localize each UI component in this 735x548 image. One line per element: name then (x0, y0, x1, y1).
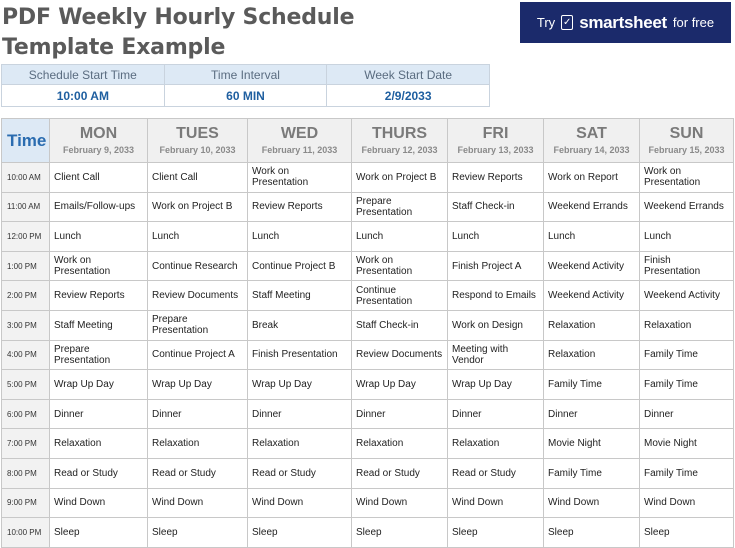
table-row (2, 399, 734, 429)
schedule-cell[interactable]: Dinner (148, 399, 248, 429)
schedule-cell[interactable]: Review Documents (148, 281, 248, 311)
schedule-cell[interactable]: Meeting with Vendor (448, 340, 544, 370)
time-slot-label: 12:00 PM (2, 222, 50, 252)
schedule-cell[interactable]: Family Time (640, 340, 734, 370)
schedule-cell[interactable]: Dinner (448, 399, 544, 429)
time-slot-label: 9:00 PM (2, 488, 50, 518)
schedule-cell[interactable]: Work on Presentation (352, 251, 448, 281)
schedule-cell[interactable]: Relaxation (148, 429, 248, 459)
time-column-header: Time (2, 119, 50, 163)
schedule-cell[interactable]: Client Call (148, 163, 248, 193)
day-date: February 11, 2033 (261, 145, 338, 155)
schedule-cell[interactable]: Relaxation (248, 429, 352, 459)
table-row (2, 370, 734, 400)
schedule-cell[interactable]: Continue Project B (248, 251, 352, 281)
schedule-cell[interactable]: Sleep (640, 518, 734, 548)
schedule-cell[interactable]: Continue Project A (148, 340, 248, 370)
schedule-cell[interactable]: Wrap Up Day (448, 370, 544, 400)
schedule-cell[interactable]: Work on Presentation (248, 163, 352, 193)
schedule-cell[interactable]: Weekend Activity (544, 251, 640, 281)
schedule-cell[interactable]: Finish Project A (448, 251, 544, 281)
day-name: WED (280, 125, 319, 142)
table-row (2, 192, 734, 222)
smartsheet-logo-icon: ✓ (561, 15, 573, 30)
schedule-cell[interactable]: Movie Night (544, 429, 640, 459)
schedule-cell[interactable]: Weekend Errands (544, 192, 640, 222)
schedule-cell[interactable]: Lunch (148, 222, 248, 252)
day-name: FRI (482, 125, 509, 142)
schedule-cell[interactable]: Lunch (248, 222, 352, 252)
schedule-cell[interactable]: Work on Project B (148, 192, 248, 222)
schedule-cell[interactable]: Dinner (640, 399, 734, 429)
schedule-cell[interactable]: Sleep (448, 518, 544, 548)
schedule-cell[interactable]: Dinner (544, 399, 640, 429)
schedule-cell[interactable]: Wind Down (352, 488, 448, 518)
day-header-thurs (352, 119, 448, 163)
schedule-cell[interactable]: Review Documents (352, 340, 448, 370)
schedule-cell[interactable]: Weekend Activity (640, 281, 734, 311)
table-row (2, 251, 734, 281)
schedule-cell[interactable]: Sleep (148, 518, 248, 548)
promo-suffix-text: for free (672, 15, 715, 30)
schedule-cell[interactable]: Relaxation (352, 429, 448, 459)
schedule-cell[interactable]: Family Time (640, 370, 734, 400)
schedule-cell[interactable]: Sleep (352, 518, 448, 548)
page-title-line-1: PDF Weekly Hourly Schedule (2, 5, 355, 30)
table-row (2, 281, 734, 311)
schedule-cell[interactable]: Staff Meeting (248, 281, 352, 311)
schedule-cell[interactable]: Prepare Presentation (50, 340, 148, 370)
day-name: MON (79, 125, 118, 142)
schedule-cell[interactable]: Staff Check-in (352, 310, 448, 340)
day-name: TUES (176, 125, 219, 142)
schedule-cell[interactable]: Sleep (248, 518, 352, 548)
table-row (2, 488, 734, 518)
schedule-cell[interactable]: Weekend Activity (544, 281, 640, 311)
schedule-cell[interactable]: Review Reports (248, 192, 352, 222)
schedule-cell[interactable]: Wind Down (50, 488, 148, 518)
schedule-cell[interactable]: Sleep (544, 518, 640, 548)
week-start-header: Week Start Date (327, 65, 490, 85)
schedule-cell[interactable]: Continue Research (148, 251, 248, 281)
day-header-tues (148, 119, 248, 163)
weekly-schedule-table (1, 118, 734, 548)
schedule-cell[interactable]: Emails/Follow-ups (50, 192, 148, 222)
day-header-sun (640, 119, 734, 163)
schedule-cell[interactable]: Continue Presentation (352, 281, 448, 311)
schedule-cell[interactable]: Lunch (544, 222, 640, 252)
start-time-value[interactable]: 10:00 AM (2, 85, 165, 107)
schedule-cell[interactable]: Finish Presentation (640, 251, 734, 281)
table-row (2, 340, 734, 370)
schedule-cell[interactable]: Staff Meeting (50, 310, 148, 340)
table-row (2, 458, 734, 488)
schedule-cell[interactable]: Wrap Up Day (352, 370, 448, 400)
schedule-cell[interactable]: Lunch (50, 222, 148, 252)
schedule-cell[interactable]: Relaxation (544, 310, 640, 340)
interval-header: Time Interval (164, 65, 327, 85)
schedule-cell[interactable]: Prepare Presentation (148, 310, 248, 340)
time-slot-label: 4:00 PM (2, 340, 50, 370)
table-row (2, 222, 734, 252)
schedule-cell[interactable]: Family Time (640, 458, 734, 488)
schedule-cell[interactable]: Work on Presentation (50, 251, 148, 281)
schedule-cell[interactable]: Wrap Up Day (50, 370, 148, 400)
day-date: February 12, 2033 (361, 145, 438, 155)
time-slot-label: 11:00 AM (2, 192, 50, 222)
time-slot-label: 10:00 AM (2, 163, 50, 193)
try-smartsheet-button[interactable] (520, 2, 731, 43)
interval-value[interactable]: 60 MIN (164, 85, 327, 107)
time-slot-label: 8:00 PM (2, 458, 50, 488)
schedule-cell[interactable]: Sleep (50, 518, 148, 548)
page-title-line-2: Template Example (2, 35, 226, 60)
table-row (2, 429, 734, 459)
day-header-fri (448, 119, 544, 163)
table-row (2, 310, 734, 340)
time-slot-label: 10:00 PM (2, 518, 50, 548)
day-name: THURS (371, 125, 428, 142)
day-name: SAT (576, 125, 607, 142)
time-slot-label: 6:00 PM (2, 399, 50, 429)
table-row (2, 518, 734, 548)
schedule-cell[interactable]: Read or Study (50, 458, 148, 488)
schedule-cell[interactable]: Respond to Emails (448, 281, 544, 311)
schedule-cell[interactable]: Family Time (544, 458, 640, 488)
week-start-value[interactable]: 2/9/2033 (327, 85, 490, 107)
schedule-cell[interactable]: Wind Down (248, 488, 352, 518)
schedule-cell[interactable]: Wind Down (544, 488, 640, 518)
day-header-sat (544, 119, 640, 163)
day-header-wed (248, 119, 352, 163)
time-slot-label: 1:00 PM (2, 251, 50, 281)
schedule-cell[interactable]: Review Reports (50, 281, 148, 311)
day-header-mon (50, 119, 148, 163)
day-date: February 10, 2033 (159, 145, 236, 155)
schedule-cell[interactable]: Movie Night (640, 429, 734, 459)
schedule-cell[interactable]: Review Reports (448, 163, 544, 193)
promo-brand-text: smartsheet (579, 12, 667, 32)
schedule-cell[interactable]: Read or Study (148, 458, 248, 488)
schedule-cell[interactable]: Wrap Up Day (148, 370, 248, 400)
day-date: February 15, 2033 (648, 145, 725, 155)
schedule-cell[interactable]: Client Call (50, 163, 148, 193)
schedule-cell[interactable]: Work on Presentation (640, 163, 734, 193)
schedule-cell[interactable]: Read or Study (352, 458, 448, 488)
schedule-cell[interactable]: Wind Down (148, 488, 248, 518)
schedule-cell[interactable]: Work on Project B (352, 163, 448, 193)
time-slot-label: 7:00 PM (2, 429, 50, 459)
schedule-cell[interactable]: Wind Down (448, 488, 544, 518)
day-date: February 13, 2033 (457, 145, 534, 155)
schedule-cell[interactable]: Finish Presentation (248, 340, 352, 370)
schedule-cell[interactable]: Lunch (352, 222, 448, 252)
promo-try-text: Try (536, 15, 556, 30)
schedule-cell[interactable]: Read or Study (448, 458, 544, 488)
schedule-cell[interactable]: Weekend Errands (640, 192, 734, 222)
schedule-cell[interactable]: Read or Study (248, 458, 352, 488)
schedule-cell[interactable]: Relaxation (448, 429, 544, 459)
schedule-cell[interactable]: Staff Check-in (448, 192, 544, 222)
schedule-cell[interactable]: Family Time (544, 370, 640, 400)
schedule-cell[interactable]: Relaxation (50, 429, 148, 459)
day-date: February 9, 2033 (62, 145, 135, 155)
schedule-cell[interactable]: Relaxation (640, 310, 734, 340)
schedule-cell[interactable]: Prepare Presentation (352, 192, 448, 222)
schedule-cell[interactable]: Dinner (50, 399, 148, 429)
start-time-header: Schedule Start Time (2, 65, 165, 85)
schedule-cell[interactable]: Work on Design (448, 310, 544, 340)
day-name: SUN (669, 125, 704, 142)
time-slot-label: 2:00 PM (2, 281, 50, 311)
time-slot-label: 3:00 PM (2, 310, 50, 340)
page-title (2, 3, 354, 63)
schedule-cell[interactable]: Work on Report (544, 163, 640, 193)
schedule-cell[interactable]: Dinner (352, 399, 448, 429)
schedule-cell[interactable]: Wind Down (640, 488, 734, 518)
schedule-cell[interactable]: Lunch (448, 222, 544, 252)
schedule-settings-table (1, 64, 490, 107)
schedule-cell[interactable]: Wrap Up Day (248, 370, 352, 400)
schedule-cell[interactable]: Dinner (248, 399, 352, 429)
schedule-cell[interactable]: Break (248, 310, 352, 340)
table-row (2, 163, 734, 193)
day-date: February 14, 2033 (553, 145, 630, 155)
schedule-cell[interactable]: Relaxation (544, 340, 640, 370)
schedule-cell[interactable]: Lunch (640, 222, 734, 252)
time-slot-label: 5:00 PM (2, 370, 50, 400)
